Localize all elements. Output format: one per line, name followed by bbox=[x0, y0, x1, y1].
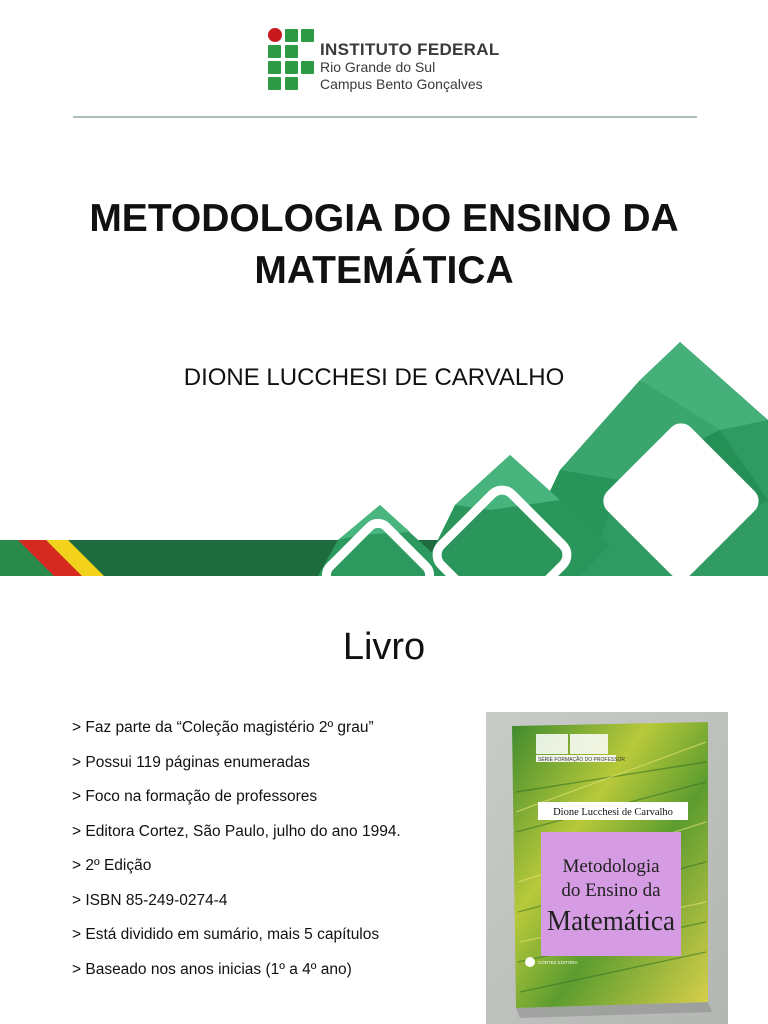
publisher-logo-icon bbox=[525, 957, 535, 967]
book-cover-photo bbox=[486, 712, 728, 1024]
list-item: > 2º Edição bbox=[72, 857, 152, 874]
list-item: > Editora Cortez, São Paulo, julho do ano 1994. bbox=[72, 822, 401, 840]
institution-campus: Campus Bento Gonçalves bbox=[320, 76, 483, 92]
book-facts-list bbox=[72, 718, 472, 994]
list-item: > Está dividido em sumário, mais 5 capítulos bbox=[72, 926, 380, 943]
book-publisher: CORTEZ EDITORA bbox=[538, 960, 578, 965]
institution-state: Rio Grande do Sul bbox=[320, 59, 436, 75]
list-item: > Baseado nos anos inicias (1º a 4º ano) bbox=[72, 960, 352, 978]
author-name: DIONE LUCCHESI DE CARVALHO bbox=[183, 364, 565, 391]
logo-mark-icon bbox=[268, 28, 316, 90]
institution-name: INSTITUTO FEDERAL bbox=[320, 40, 500, 59]
list-item: > Possui 119 páginas enumeradas bbox=[72, 753, 310, 771]
section-heading: Livro bbox=[342, 626, 426, 668]
slide-title bbox=[30, 193, 738, 297]
list-item: > Faz parte da “Coleção magistério 2º grau” bbox=[72, 719, 374, 736]
book-title-line-3: Matemática bbox=[547, 906, 676, 937]
list-item: > Foco na formação de professores bbox=[72, 788, 318, 805]
title-line-1: METODOLOGIA DO ENSINO DA bbox=[89, 197, 679, 240]
header-divider bbox=[73, 116, 697, 118]
book-author: Dione Lucchesi de Carvalho bbox=[553, 807, 673, 818]
title-line-2: MATEMÁTICA bbox=[254, 249, 514, 292]
book-series-label: SÉRIE FORMAÇÃO DO PROFESSOR bbox=[538, 757, 625, 763]
book-title-line-2: do Ensino da bbox=[561, 880, 661, 901]
book-title-line-1: Metodologia bbox=[562, 856, 660, 877]
decorative-green-shapes bbox=[0, 340, 768, 576]
list-item: > ISBN 85-249-0274-4 bbox=[72, 891, 228, 909]
institution-logo bbox=[268, 28, 508, 92]
